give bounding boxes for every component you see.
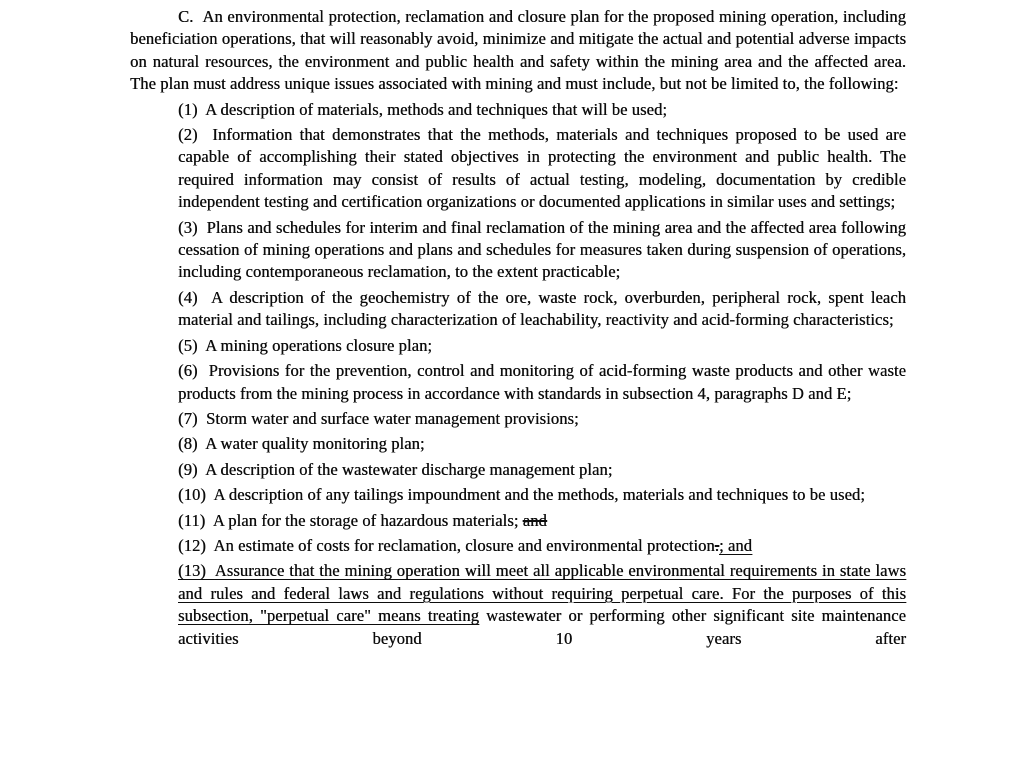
item-number: (4) bbox=[178, 287, 198, 307]
item-number: (1) bbox=[178, 99, 198, 119]
item-number: (6) bbox=[178, 361, 198, 381]
list-item bbox=[178, 459, 906, 481]
list-item bbox=[178, 335, 906, 357]
list-item bbox=[178, 217, 906, 284]
text-run: Provisions for the prevention, control and monitoring of acid-forming waste products and other waste products from the mining process in accordance with standards in subsection 4, paragraphs D and E; bbox=[178, 361, 907, 403]
list-item bbox=[178, 433, 906, 455]
item-number: (11) bbox=[178, 510, 206, 530]
text-run: Assurance that the mining operation will meet all applicable environmental requirements in state laws and rules and federal laws and regulations without requiring perpetual care. For the purposes of this subsection, "perpetual care" means treating bbox=[178, 561, 906, 626]
section-label: C. bbox=[178, 7, 194, 26]
number-gap bbox=[198, 361, 209, 380]
number-gap bbox=[198, 288, 211, 307]
text-run: and bbox=[522, 510, 547, 530]
item-number: (3) bbox=[178, 217, 198, 237]
text-run: A description of the geochemistry of the ore, waste rock, overburden, peripheral rock, spent leach material and tailings, including characterization of leachability, reactivity and acid-forming characteristics; bbox=[178, 287, 906, 330]
intro-paragraph bbox=[130, 6, 906, 96]
items-list bbox=[130, 99, 906, 650]
text-run: A mining operations closure plan; bbox=[205, 335, 433, 355]
number-gap bbox=[198, 125, 213, 144]
item-number: (7) bbox=[178, 408, 198, 428]
item-number: (10) bbox=[178, 485, 206, 505]
list-item bbox=[178, 99, 906, 121]
text-run: Plans and schedules for interim and final reclamation of the mining area and the affected area following cessation of mining operations and plans and schedules for measures taken during suspension of operations, including contemporaneous reclamation, to the extent practicable; bbox=[178, 217, 906, 282]
text-run: A description of materials, methods and techniques that will be used; bbox=[205, 99, 668, 119]
number-gap bbox=[198, 460, 206, 479]
text-run: Information that demonstrates that the methods, materials and techniques proposed to be used are capable of accomplishing their stated objectives in protecting the environment and public health. The required information may consist of results of actual testing, modeling, documentation by credible independent testing and certification organizations or documented applications in similar uses and settings; bbox=[178, 125, 906, 212]
list-item bbox=[178, 408, 906, 430]
number-gap bbox=[198, 336, 206, 355]
item-number: (9) bbox=[178, 459, 198, 479]
text-run: A description of any tailings impoundment and the methods, materials and techniques to be used; bbox=[213, 485, 865, 505]
text-run: A plan for the storage of hazardous materials; bbox=[212, 510, 523, 530]
number-gap bbox=[198, 409, 206, 428]
list-item bbox=[178, 535, 906, 557]
list-item bbox=[178, 560, 906, 650]
section-text: An environmental protection, reclamation and closure plan for the proposed mining operation, including beneficiation operations, that will reasonably avoid, minimize and mitigate the actual and potential adverse impacts on natural resources, the environment and public health and safety within the mining area and the affected area. The plan must address unique issues associated with mining and must include, but not be limited to, the following: bbox=[130, 7, 906, 94]
list-item bbox=[178, 484, 906, 506]
item-number: (12) bbox=[178, 535, 206, 555]
number-gap bbox=[198, 100, 206, 119]
list-item bbox=[178, 287, 906, 332]
item-number: (2) bbox=[178, 125, 198, 145]
document-page bbox=[130, 6, 906, 653]
number-gap bbox=[198, 218, 207, 237]
list-item bbox=[178, 510, 906, 532]
text-run: A description of the wastewater discharge management plan; bbox=[205, 459, 613, 479]
list-item bbox=[178, 124, 906, 214]
text-run: wastewater or performing other significant site maintenance activities beyond 10 years after bbox=[178, 606, 907, 648]
number-gap bbox=[206, 561, 215, 580]
text-run: . bbox=[714, 535, 719, 555]
number-gap bbox=[198, 434, 206, 453]
text-run: An estimate of costs for reclamation, closure and environmental protection bbox=[213, 535, 715, 555]
text-run: Storm water and surface water management provisions; bbox=[206, 408, 579, 428]
item-number: (8) bbox=[178, 434, 198, 454]
item-number: (13) bbox=[178, 561, 206, 581]
text-run: ; and bbox=[719, 535, 753, 555]
list-item bbox=[178, 360, 906, 405]
text-run: A water quality monitoring plan; bbox=[205, 434, 425, 454]
item-number: (5) bbox=[178, 335, 198, 355]
number-gap bbox=[205, 511, 213, 530]
